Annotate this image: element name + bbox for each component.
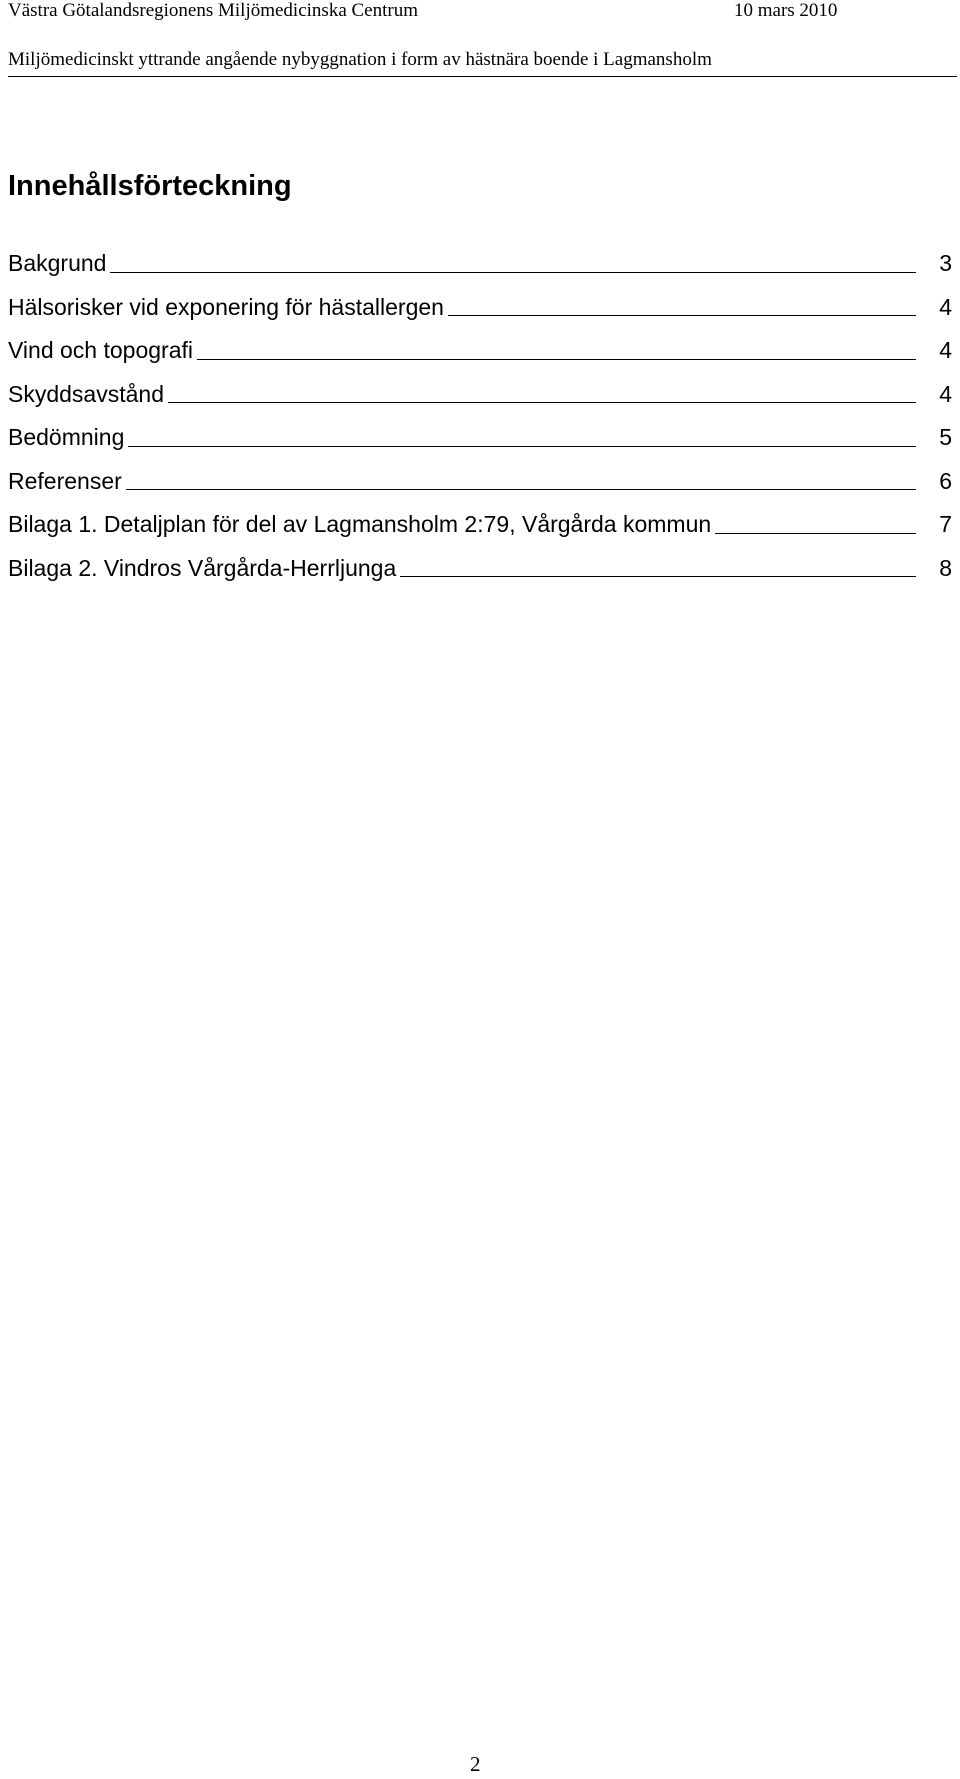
toc-entry-title: Skyddsavstånd [8, 380, 164, 407]
header-document-title: Miljömedicinskt yttrande angående nybyggnation i form av hästnära boende i Lagmansholm [8, 49, 712, 70]
toc-entry[interactable] [8, 553, 952, 597]
toc-entry-page: 7 [939, 511, 952, 537]
header-date: 10 mars 2010 [734, 0, 838, 21]
toc-entry-title: Vind och topografi [8, 337, 193, 363]
toc-heading: Innehållsförteckning [8, 170, 292, 202]
toc-entry-title: Bedömning [8, 424, 125, 450]
header-organization: Västra Götalandsregionens Miljömedicinska Centrum [8, 0, 418, 21]
toc-entry-page: 4 [939, 337, 952, 363]
toc-entry[interactable] [8, 466, 952, 510]
toc-entry[interactable] [8, 335, 952, 379]
toc-entry[interactable] [8, 379, 952, 423]
toc-leader-line [168, 402, 916, 403]
toc-entry-page: 6 [939, 467, 952, 494]
toc-entry[interactable] [8, 422, 952, 466]
toc-entry[interactable] [8, 292, 952, 336]
toc-entry-title: Bilaga 1. Detaljplan för del av Lagmansholm 2:79, Vårgårda kommun [8, 511, 712, 537]
toc-entry-page: 5 [939, 424, 952, 450]
toc-leader-line [715, 533, 916, 534]
table-of-contents [8, 248, 952, 596]
page-header [8, 0, 957, 77]
toc-leader-line [126, 489, 916, 490]
toc-entry-title: Bilaga 2. Vindros Vårgårda-Herrljunga [8, 554, 397, 581]
toc-leader-line [400, 576, 916, 577]
toc-entry-title: Referenser [8, 467, 122, 494]
toc-leader-line [197, 359, 916, 360]
toc-leader-line [128, 446, 916, 447]
toc-entry-title: Bakgrund [8, 250, 107, 276]
toc-leader-line [448, 315, 916, 316]
toc-entry[interactable] [8, 248, 952, 292]
toc-entry[interactable] [8, 509, 952, 553]
toc-leader-line [110, 272, 916, 273]
toc-entry-page: 3 [939, 250, 952, 276]
toc-entry-page: 4 [939, 380, 952, 407]
toc-entry-page: 8 [939, 554, 952, 581]
toc-entry-title: Hälsorisker vid exponering för hästallergen [8, 293, 444, 320]
page-number: 2 [470, 1752, 481, 1776]
toc-entry-page: 4 [939, 293, 952, 320]
